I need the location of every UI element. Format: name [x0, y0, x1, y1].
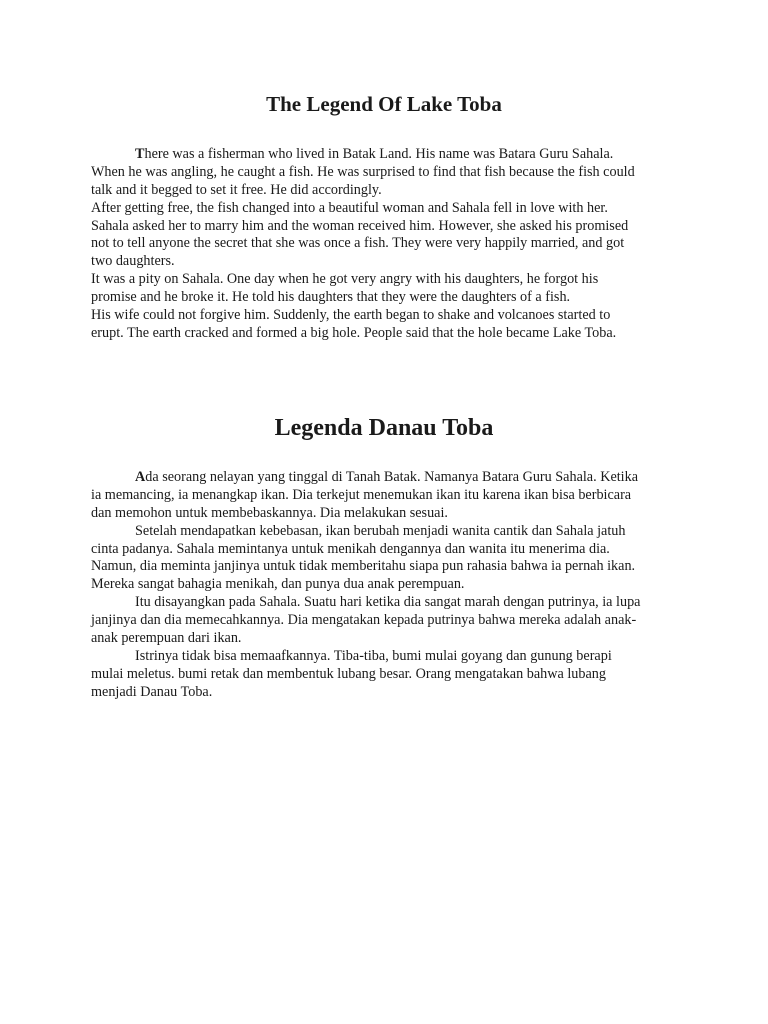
line-text: da seorang nelayan yang tinggal di Tanah Batak. Namanya Batara Guru Sahala. Ketika	[145, 469, 639, 485]
text-line	[91, 612, 691, 630]
text-line	[91, 182, 691, 200]
line-text: His wife could not forgive him. Suddenly, the earth began to shake and volcanoes started to	[91, 307, 611, 324]
text-line	[91, 684, 691, 702]
text-line	[91, 648, 691, 666]
line-text: dan memohon untuk membebaskannya. Dia melakukan sesuai.	[91, 504, 448, 521]
line-text: menjadi Danau Toba.	[91, 683, 213, 700]
text-line	[91, 307, 691, 325]
text-line	[91, 558, 691, 576]
text-line	[91, 164, 691, 182]
line-text: Mereka sangat bahagia menikah, dan punya dua anak perempuan.	[91, 576, 465, 593]
line-text: cinta padanya. Sahala memintanya untuk menikah dengannya dan wanita itu menerima dia.	[91, 540, 610, 557]
line-text: ia memancing, ia menangkap ikan. Dia terkejut menemukan ikan itu karena ikan bisa berbicara	[91, 486, 632, 503]
text-line	[91, 576, 691, 594]
english-title: The Legend Of Lake Toba	[266, 92, 502, 116]
text-line	[91, 235, 691, 253]
text-line	[91, 253, 691, 271]
text-line	[91, 666, 691, 684]
text-line	[91, 523, 691, 541]
line-text: erupt. The earth cracked and formed a big hole. People said that the hole became Lake Toba.	[91, 324, 617, 341]
text-line	[91, 218, 691, 236]
line-text: Namun, dia meminta janjinya untuk tidak memberitahu siapa pun rahasia bahwa ia pernah ikan.	[91, 558, 636, 575]
line-text: Setelah mendapatkan kebebasan, ikan berubah menjadi wanita cantik dan Sahala jatuh	[135, 522, 626, 539]
line-text: Istrinya tidak bisa memaafkannya. Tiba-tiba, bumi mulai goyang dan gunung berapi	[135, 647, 612, 664]
line-text: two daughters.	[91, 253, 175, 270]
text-line	[91, 289, 691, 307]
text-line	[91, 271, 691, 289]
text-line	[91, 325, 691, 343]
line-text: Sahala asked her to marry him and the woman received him. However, she asked his promised	[91, 217, 629, 234]
line-text: When he was angling, he caught a fish. He was surprised to find that fish because the fish could	[91, 163, 635, 180]
line-text: not to tell anyone the secret that she was once a fish. They were very happily married, and got	[91, 235, 625, 252]
text-line	[91, 146, 691, 164]
line-text: After getting free, the fish changed into a beautiful woman and Sahala fell in love with her.	[91, 199, 608, 216]
line-text: janjinya dan dia memecahkannya. Dia mengatakan kepada putrinya bahwa mereka adalah anak-	[91, 612, 637, 629]
line-text: talk and it begged to set it free. He did accordingly.	[91, 181, 382, 198]
line-text: It was a pity on Sahala. One day when he got very angry with his daughters, he forgot his	[91, 271, 599, 288]
text-line	[91, 200, 691, 218]
drop-cap-letter: A	[135, 469, 146, 485]
text-line	[91, 505, 691, 523]
line-text: Itu disayangkan pada Sahala. Suatu hari ketika dia sangat marah dengan putrinya, ia lupa	[135, 594, 641, 611]
text-line	[91, 630, 691, 648]
text-line	[91, 487, 691, 505]
indonesian-title: Legenda Danau Toba	[274, 415, 494, 441]
text-line	[91, 541, 691, 559]
indonesian-story-text	[91, 469, 691, 702]
line-text: mulai meletus. bumi retak dan membentuk lubang besar. Orang mengatakan bahwa lubang	[91, 665, 606, 682]
text-line	[91, 594, 691, 612]
drop-cap-letter: T	[135, 146, 145, 162]
line-text: promise and he broke it. He told his daughters that they were the daughters of a fish.	[91, 289, 571, 306]
text-line	[91, 469, 691, 487]
english-story-text	[91, 146, 691, 343]
line-text: anak perempuan dari ikan.	[91, 630, 242, 647]
line-text: here was a fisherman who lived in Batak Land. His name was Batara Guru Sahala.	[144, 146, 614, 162]
